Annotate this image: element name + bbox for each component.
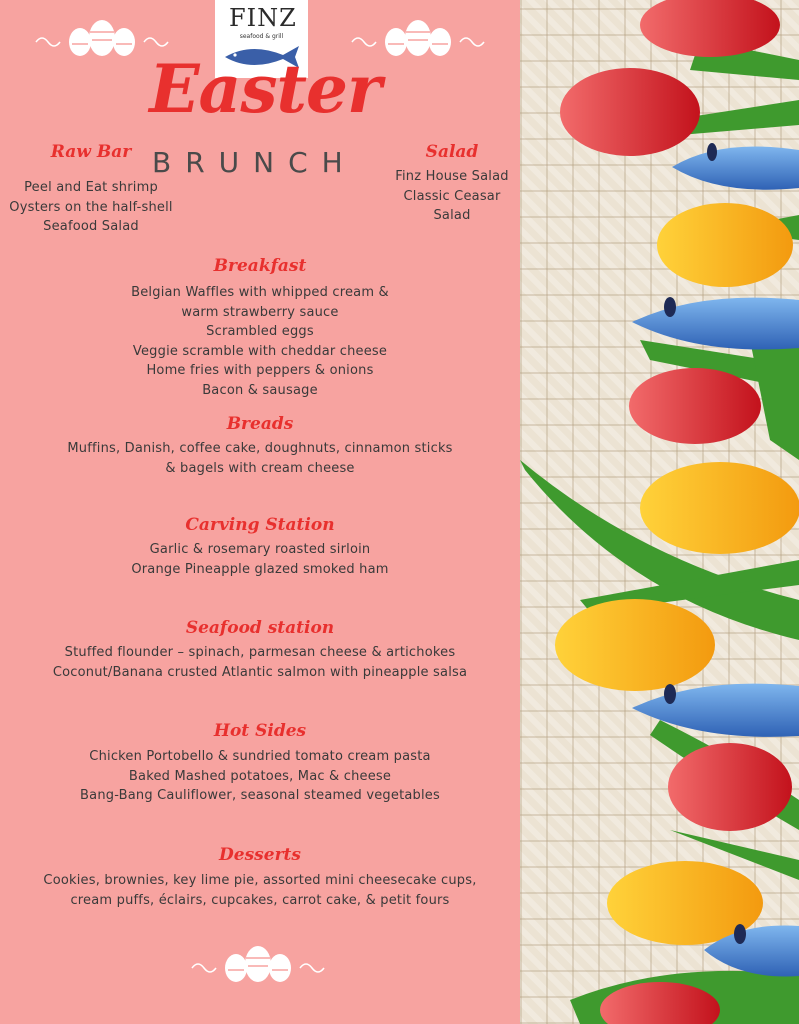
list-item: Oysters on the half-shell (9, 199, 173, 215)
list-item: warm strawberry sauce (181, 304, 339, 320)
raw-bar-heading: Raw Bar (50, 142, 132, 162)
list-item: Coconut/Banana crusted Atlantic salmon with pineapple salsa (52, 664, 468, 680)
list-item: Garlic & rosemary roasted sirloin (149, 542, 371, 557)
list-item: Seafood Salad (43, 219, 139, 235)
fish-icon (632, 297, 799, 350)
page-title: Easter (149, 50, 381, 128)
list-item: Cookies, brownies, key lime pie, assorted mini cheesecake cups, (43, 873, 477, 888)
seafood-list (0, 643, 520, 682)
page-subtitle: BRUNCH (152, 146, 357, 179)
easter-eggs-icon (188, 940, 328, 984)
desserts-heading: Desserts (219, 845, 301, 865)
breads-list (0, 439, 520, 478)
tulip-icon (520, 0, 799, 1024)
list-item: Finz House Salad (395, 169, 509, 184)
list-item: Chicken Portobello & sundried tomato cream pasta (89, 749, 431, 764)
breakfast-list (0, 283, 520, 401)
raw-bar-list (0, 178, 182, 237)
logo-name: FINZ (229, 4, 297, 32)
hot-sides-list (0, 747, 520, 806)
list-item: Salad (433, 208, 471, 224)
hot-sides-heading: Hot Sides (213, 721, 307, 741)
list-item: cream puffs, éclairs, cupcakes, carrot cake, & petit fours (70, 892, 450, 908)
list-item: Orange Pineapple glazed smoked ham (131, 561, 389, 577)
breakfast-heading: Breakfast (213, 256, 307, 276)
list-item: Veggie scramble with cheddar cheese (132, 343, 388, 359)
list-item: & bagels with cream cheese (165, 460, 355, 476)
desserts-list (0, 871, 520, 910)
logo-tagline: seafood & grill (239, 33, 284, 40)
list-item: Bacon & sausage (202, 382, 318, 398)
list-item: Classic Ceasar (403, 188, 501, 204)
carving-list (0, 540, 520, 579)
salad-heading: Salad (425, 142, 479, 162)
seafood-heading: Seafood station (185, 618, 335, 638)
list-item: Scrambled eggs (206, 324, 314, 340)
list-item: Peel and Eat shrimp (24, 180, 158, 195)
list-item: Belgian Waffles with whipped cream & (131, 285, 389, 300)
list-item: Baked Mashed potatoes, Mac & cheese (128, 768, 392, 784)
list-item: Stuffed flounder – spinach, parmesan cheese & artichokes (64, 645, 456, 660)
carving-heading: Carving Station (185, 515, 335, 535)
list-item: Muffins, Danish, coffee cake, doughnuts, cinnamon sticks (67, 441, 453, 456)
tulip-photo (520, 0, 799, 1024)
list-item: Bang-Bang Cauliflower, seasonal steamed vegetables (80, 788, 440, 804)
breads-heading: Breads (226, 414, 294, 434)
fish-icon (672, 143, 799, 190)
salad-list (388, 167, 516, 226)
list-item: Home fries with peppers & onions (146, 363, 374, 379)
